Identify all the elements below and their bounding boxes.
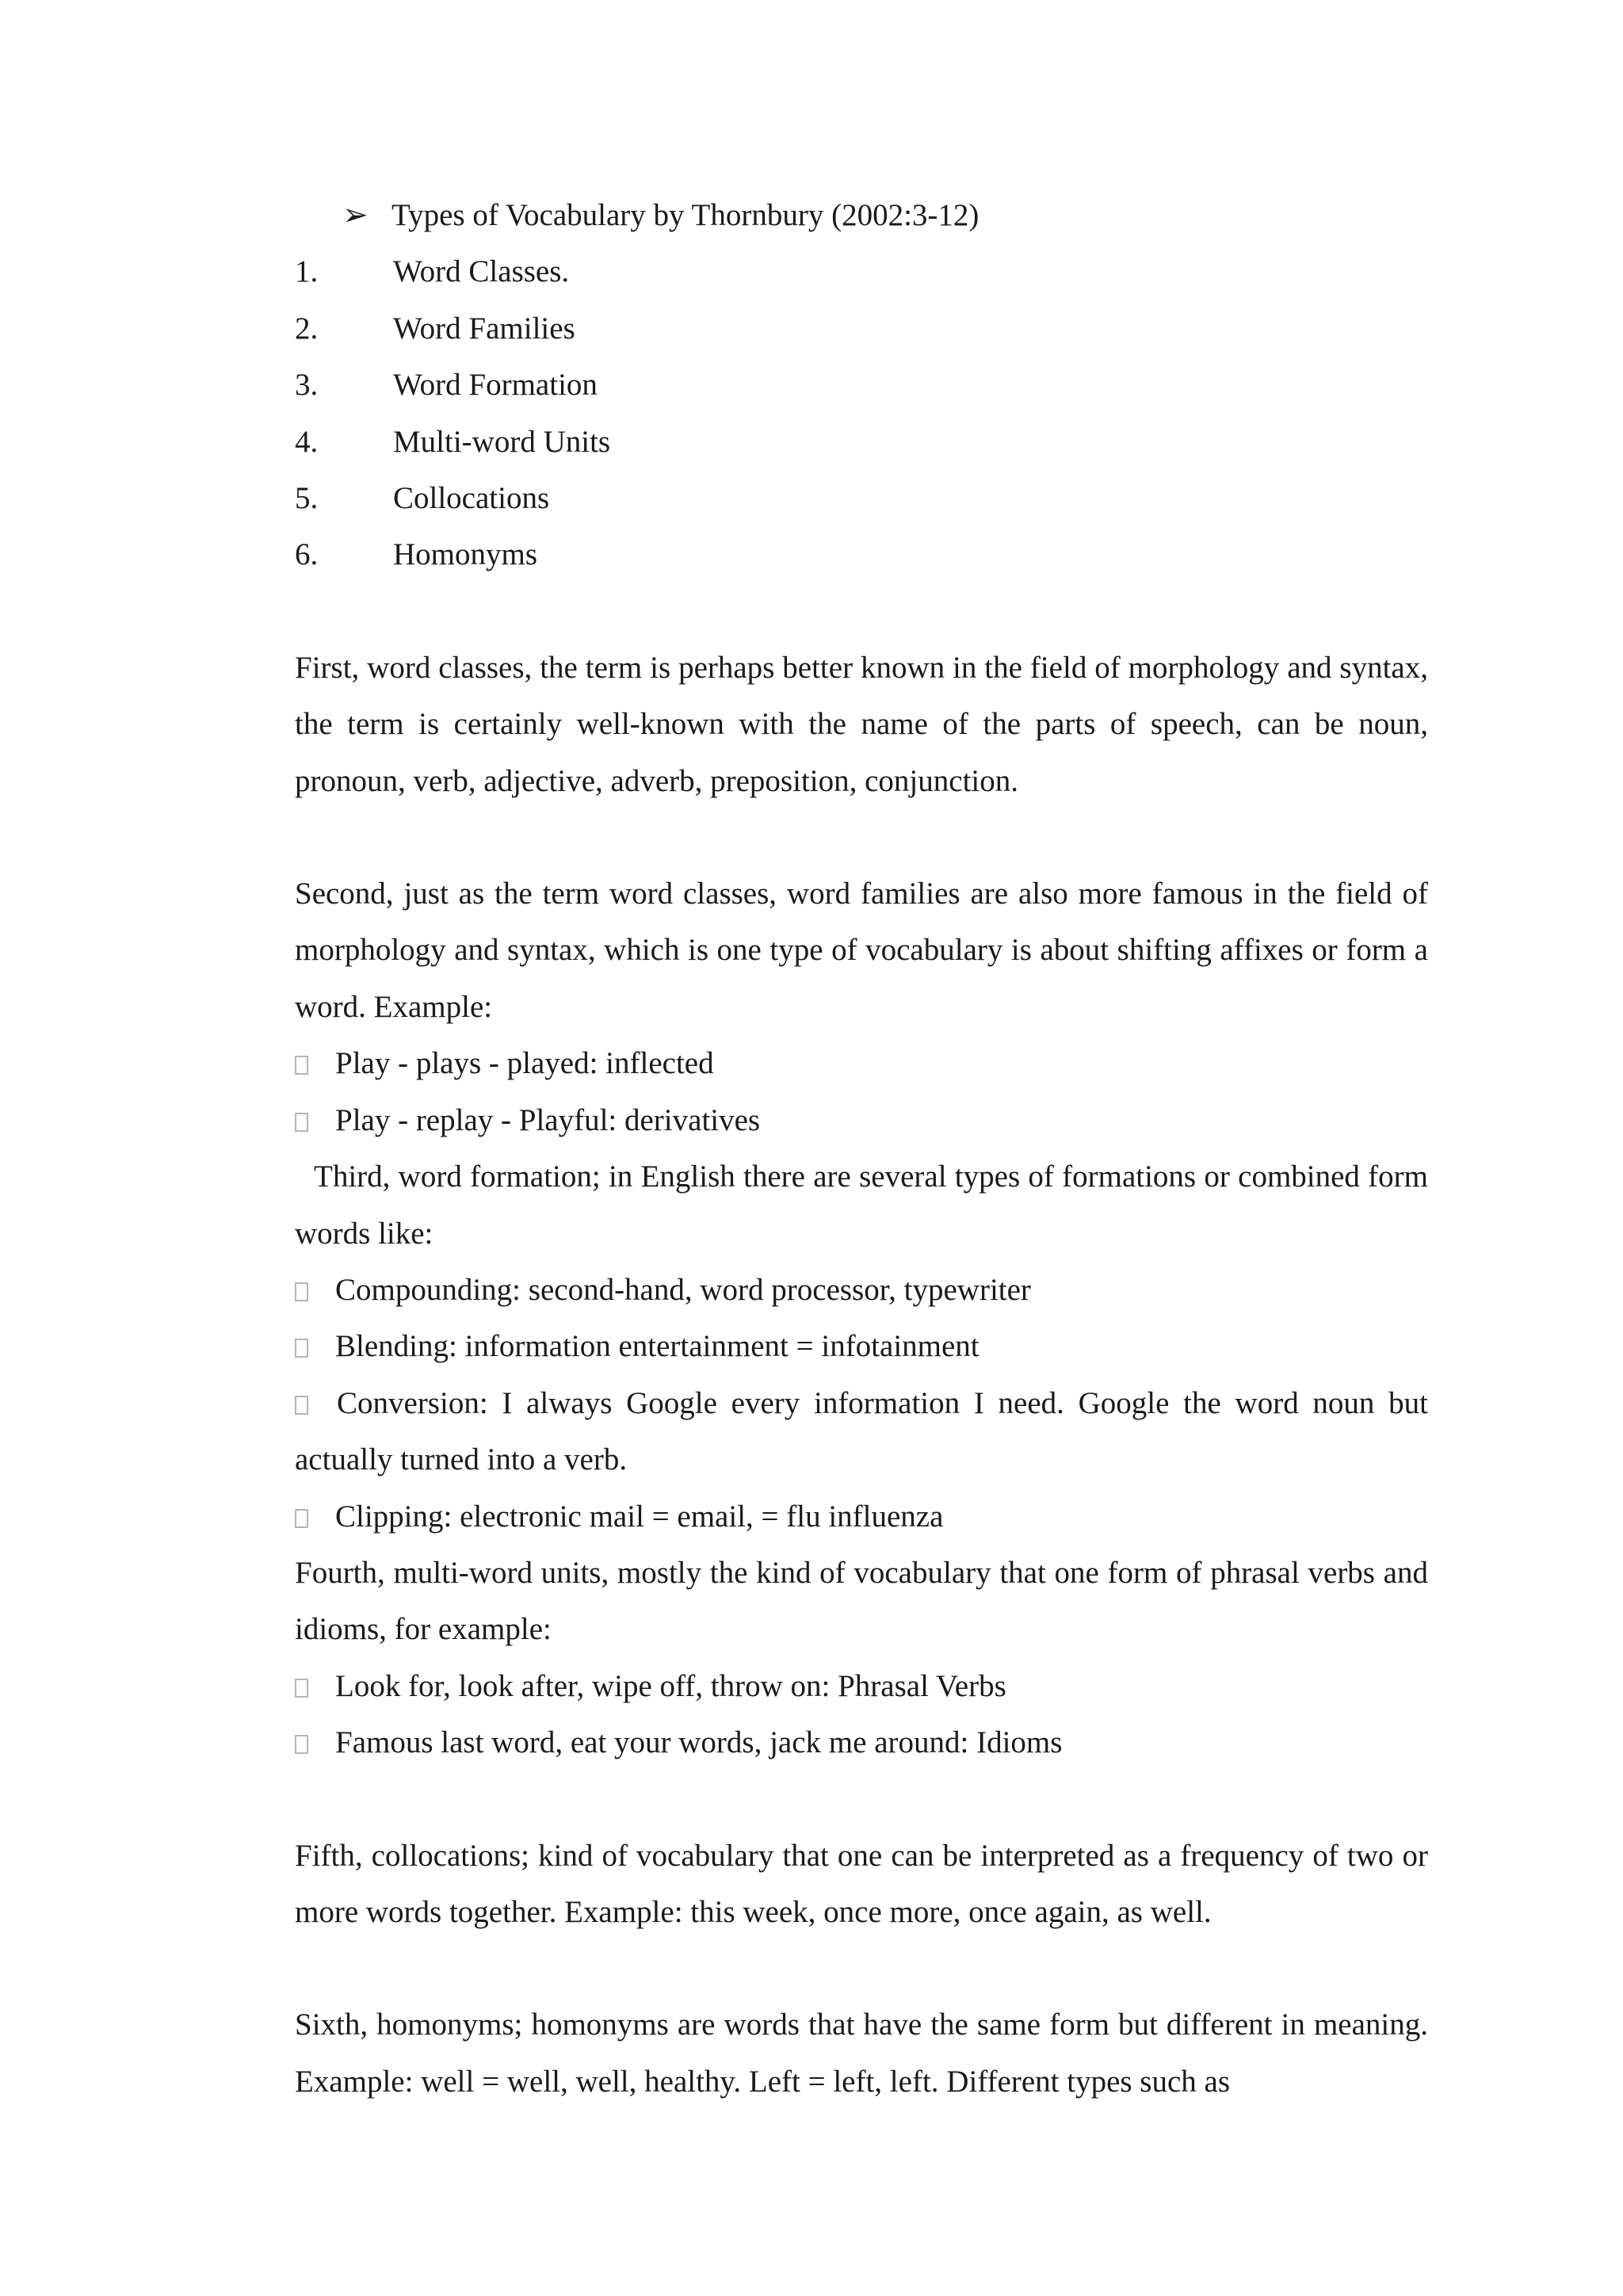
- list-item: Play - replay - Playful: derivatives: [295, 1092, 1428, 1148]
- list-item: Look for, look after, wipe off, throw on: Phrasal Verbs: [295, 1658, 1428, 1714]
- paragraph-homonyms: Sixth, homonyms; homonyms are words that have the same form but different in meaning. Example: well = well, well, healthy. Left = left, left. Different types such as: [295, 2008, 1428, 2099]
- list-item: 3. Word Formation: [295, 368, 598, 403]
- spacer: [295, 809, 1428, 865]
- list-item: 6. Homonyms: [295, 537, 538, 572]
- list-item: Play - plays - played: inflected: [295, 1035, 1428, 1091]
- arrow-bullet-icon: ➢: [342, 198, 369, 232]
- section-heading: [295, 187, 1428, 243]
- list-item: Compounding: second-hand, word processor, typewriter: [295, 1262, 1428, 1318]
- paragraph-word-families: Second, just as the term word classes, word families are also more famous in the field of morphology and syntax, which is one type of vocabulary is about shifting affixes or form a word. Example:: [295, 877, 1428, 1024]
- document-body: [295, 187, 1428, 2110]
- list-item: Blending: information entertainment = infotainment: [295, 1318, 1428, 1374]
- list-item: Famous last word, eat your words, jack me around: Idioms: [295, 1714, 1428, 1771]
- spacer: [295, 1940, 1428, 1996]
- list-item: Clipping: electronic mail = email, = flu influenza: [295, 1488, 1428, 1545]
- paragraph-collocations: Fifth, collocations; kind of vocabulary that one can be interpreted as a frequency of two or more words together. Example: this week, once more, once again, as well.: [295, 1838, 1428, 1929]
- spacer: [295, 1771, 1428, 1828]
- checkbox-bullet-icon: [295, 1509, 308, 1528]
- checkbox-bullet-icon: [295, 1396, 308, 1415]
- spacer: [295, 583, 1428, 640]
- checkbox-bullet-icon: [295, 1735, 308, 1754]
- list-item: 1. Word Classes.: [295, 254, 570, 289]
- vocabulary-types-list: [295, 243, 1428, 583]
- list-item: Conversion: I always Google every information I need. Google the word noun but actually turned into a verb.: [295, 1385, 1428, 1477]
- checkbox-bullet-icon: [295, 1679, 308, 1698]
- checkbox-bullet-icon: [295, 1282, 308, 1301]
- paragraph-word-formation: Third, word formation; in English there are several types of formations or combined form words like:: [295, 1159, 1428, 1251]
- list-item: 5. Collocations: [295, 481, 550, 516]
- list-item: 4. Multi-word Units: [295, 424, 611, 459]
- paragraph-word-classes: First, word classes, the term is perhaps better known in the field of morphology and syntax, the term is certainly well-known with the name of the parts of speech, can be noun, pronoun, verb, adjective, adverb, preposition, conjunction.: [295, 650, 1428, 798]
- checkbox-bullet-icon: [295, 1056, 308, 1075]
- heading-text: Types of Vocabulary by Thornbury (2002:3-12): [391, 198, 980, 232]
- checkbox-bullet-icon: [295, 1339, 308, 1358]
- list-item: 2. Word Families: [295, 311, 575, 346]
- paragraph-multi-word-units: Fourth, multi-word units, mostly the kind of vocabulary that one form of phrasal verbs and idioms, for example:: [295, 1555, 1428, 1647]
- checkbox-bullet-icon: [295, 1113, 308, 1132]
